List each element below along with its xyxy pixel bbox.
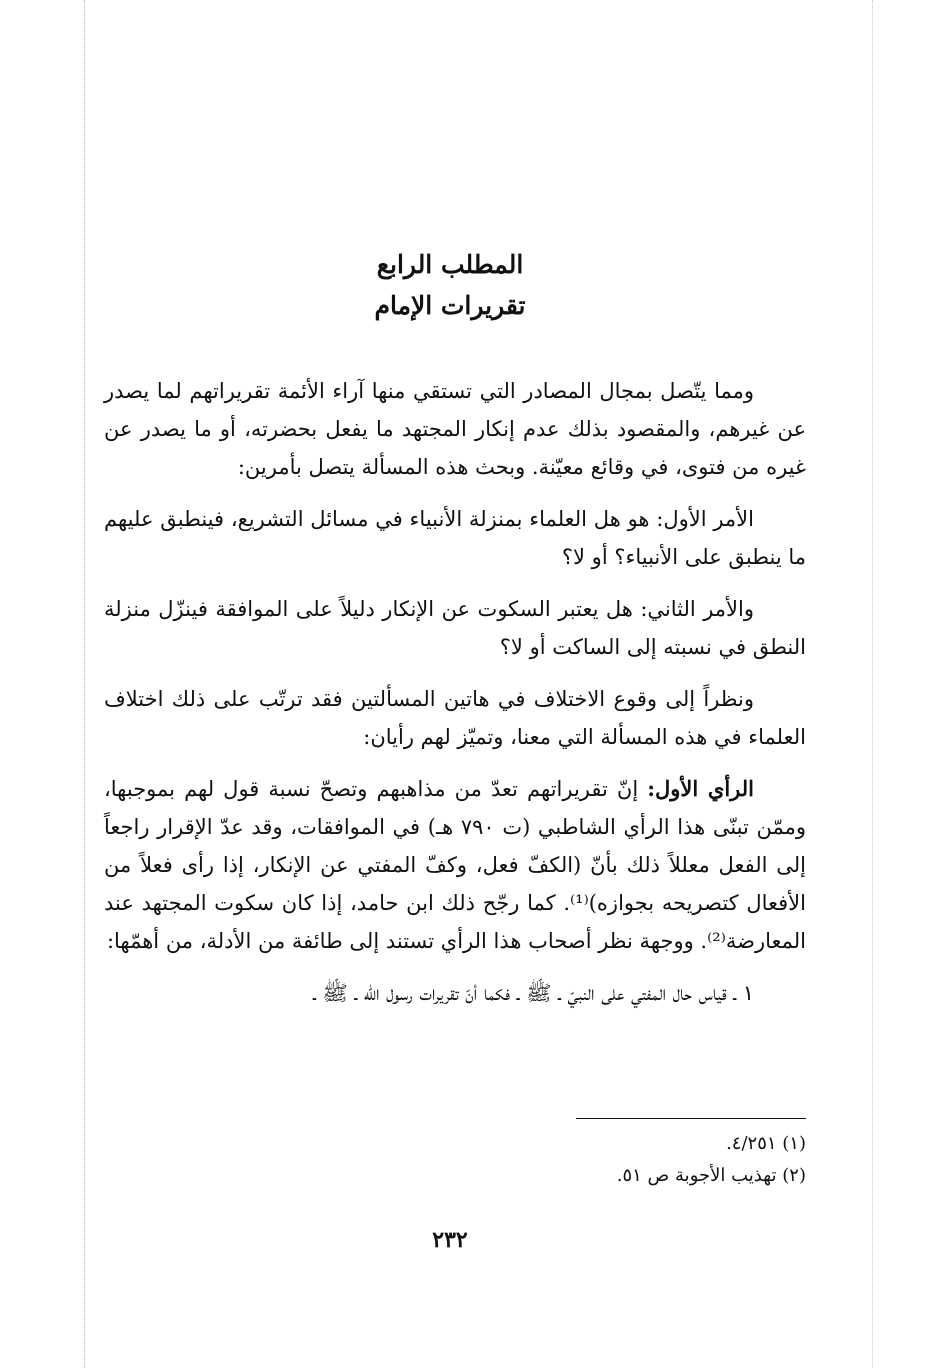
footnotes: [104, 1128, 806, 1192]
scan-edge-right: [872, 0, 873, 1368]
paragraph-intro: ومما يتّصل بمجال المصادر التي تستقي منها آراء الأئمة تقريراتهم لما يصدر عن غيرهم، والمقصود بذلك عدم إنكار المجتهد ما يفعل بحضرته، أو ما يصدر عن غيره من فتوى، في وقائع معيّنة. وبحث هذه المسألة يتصل بأمرين:: [104, 379, 806, 479]
page-number: ٢٣٢: [432, 1227, 468, 1253]
paragraph-first-matter: الأمر الأول: هو هل العلماء بمنزلة الأنبياء في مسائل التشريع، فينطبق عليهم ما ينطبق على الأنبياء؟ أو لا؟: [104, 507, 806, 569]
body-text: [104, 372, 806, 1026]
paragraph-evidence-one: ١ ـ قياس حال المفتي على النبيّ ـ ﷺ ـ فكما أنّ تقريرات رسول الله ـ ﷺ ـ: [313, 981, 754, 1005]
footnote-2: (٢) تهذيب الأجوبة ص ٥١.: [616, 1165, 806, 1186]
footnote-1: (١) ٤/٢٥١.: [726, 1133, 806, 1154]
footnote-separator: [576, 1118, 806, 1119]
paragraph-disagreement: ونظراً إلى وقوع الاختلاف في هاتين المسألتين فقد ترتّب على ذلك اختلاف العلماء في هذه المسألة التي معنا، وتميّز لهم رأيان:: [104, 687, 806, 749]
section-title: تقريرات الإمام: [374, 291, 526, 320]
first-opinion-text: إنّ تقريراتهم تعدّ من مذاهبهم وتصحّ نسبة قول لهم بموجبها، وممّن تبنّى هذا الرأي الشاطبي (ت ٧٩٠ هـ) في الموافقات، وقد عدّ الإقرار راجعاً إلى الفعل معللاً ذلك بأنّ (الكفّ فعل، وكفّ المفتي عن الإنكار، إذا رأى فعلاً من الأفعال كتصريحه بجوازه)⁽¹⁾. كما رجّح ذلك ابن حامد، إذا كان سكوت المجتهد عند المعارضة⁽²⁾. ووجهة نظر أصحاب هذا الرأي تستند إلى طائفة من الأدلة، من أهمّها:: [104, 777, 807, 953]
paragraph-first-opinion: [104, 770, 806, 960]
section-heading: المطلب الرابع: [376, 250, 524, 279]
first-opinion-label: الرأي الأول:: [647, 776, 754, 801]
scan-edge-left: [84, 0, 85, 1368]
paragraph-second-matter: والأمر الثاني: هل يعتبر السكوت عن الإنكار دليلاً على الموافقة فينزّل منزلة النطق في نسبته إلى الساكت أو لا؟: [104, 597, 806, 659]
